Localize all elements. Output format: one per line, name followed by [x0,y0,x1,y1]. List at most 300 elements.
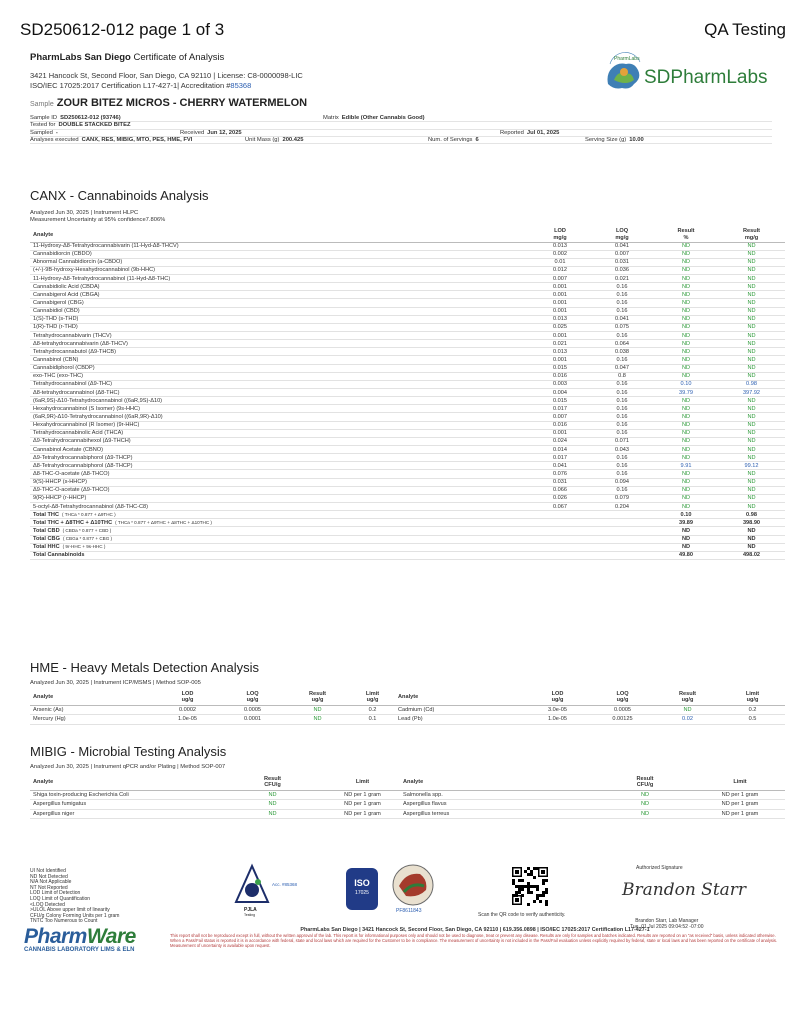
hme-lim2-cell: 0.5 [720,715,785,725]
loq-cell [590,543,654,551]
hme-a1-cell: Mercury (Hg) [30,715,155,725]
total-pct-cell: ND [654,527,718,535]
sample-metadata [30,115,772,144]
pharmware-logo: PharmWare CANNABIS LABORATORY LIMS & ELN [24,925,136,953]
lod-cell: 0.001 [530,332,590,340]
mib-r1-cell: ND [220,800,325,810]
analyte-cell: Δ8-tetrahydrocannabinol (Δ8-THC) [30,389,530,397]
hme-lim2-cell: 0.2 [720,705,785,715]
table-row [30,437,785,445]
table-row [30,413,785,421]
table-row [30,809,785,819]
result-pct-cell: ND [654,340,718,348]
hme-lod1-cell: 1.0e-05 [155,715,220,725]
analyte-cell: Cannabidiol (CBD) [30,307,530,315]
table-row [30,242,785,250]
mib-r2-cell: ND [595,809,695,819]
loq-cell: 0.16 [590,291,654,299]
result-pct-cell: ND [654,315,718,323]
result-mg-cell: ND [718,356,785,364]
loq-cell [590,535,654,543]
table-row [30,291,785,299]
lod-cell [530,519,590,527]
hme-loq1-cell: 0.0005 [220,705,285,715]
result-mg-cell: ND [718,454,785,462]
result-pct-cell: ND [654,454,718,462]
table-row [30,340,785,348]
result-pct-cell: ND [654,429,718,437]
lod-cell: 0.021 [530,340,590,348]
mib-col-analyte: Analyte [30,775,220,790]
loq-cell: 0.16 [590,405,654,413]
mib-l1-cell: ND per 1 gram [325,790,400,800]
result-pct-cell: ND [654,446,718,454]
table-row [30,372,785,380]
pjla-accreditation-logo [232,862,322,917]
heavy-metals-table [30,690,785,725]
mibig-title: MIBIG - Microbial Testing Analysis [30,744,227,759]
loq-cell: 0.16 [590,413,654,421]
hme-col-lod: LOD ug/g [155,690,220,705]
analyte-cell: 5-octyl-Δ8-Tetrahydrocannabinol (Δ8-THC-C8) [30,503,530,511]
mib-l1-cell: ND per 1 gram [325,809,400,819]
result-pct-cell: ND [654,299,718,307]
mib-col-limit-2: Limit [695,775,785,790]
mib-col-result-2: Result CFU/g [595,775,695,790]
loq-cell: 0.16 [590,462,654,470]
total-label-cell: Total CBD ( CBDa * 0.877 + CBD ) [30,527,530,535]
result-pct-cell: ND [654,348,718,356]
result-pct-cell: ND [654,470,718,478]
analyte-cell: exo-THC (exo-THC) [30,372,530,380]
hme-lod1-cell: 0.0002 [155,705,220,715]
result-mg-cell: ND [718,405,785,413]
analyte-cell: Δ8-Tetrahydrocannabiphorol (Δ8-THCP) [30,462,530,470]
loq-cell: 0.021 [590,275,654,283]
col-analyte: Analyte [30,228,530,242]
loq-cell: 0.16 [590,356,654,364]
lod-cell: 0.013 [530,348,590,356]
lod-cell: 0.001 [530,429,590,437]
lod-cell: 0.001 [530,299,590,307]
canx-analyzed: Analyzed Jun 30, 2025 | Instrument HLPC [30,210,139,216]
sample-title [30,97,307,109]
result-pct-cell: ND [654,437,718,445]
reported-field: Reported Jul 01, 2025 [500,129,560,136]
result-mg-cell: ND [718,323,785,331]
canx-subtitle [30,210,165,224]
result-pct-cell: 0.10 [654,380,718,388]
table-row [30,503,785,511]
hme-col-result-2: Result ug/g [655,690,720,705]
result-pct-cell: ND [654,307,718,315]
analyte-cell: Δ9-Tetrahydrocannabihexol (Δ9-THCH) [30,437,530,445]
result-mg-cell: ND [718,486,785,494]
mib-col-limit: Limit [325,775,400,790]
result-pct-cell: ND [654,503,718,511]
loq-cell: 0.047 [590,364,654,372]
total-label-cell: Total HHC ( 9r-HHC + 9s-HHC ) [30,543,530,551]
svg-text:PJLA: PJLA [244,907,257,913]
signer-info: Brandon Starr, Lab Manager Tue, 01 Jul 2025 09:04:52 -07:00 [630,918,704,930]
total-mg-cell: 0.98 [718,511,785,519]
result-mg-cell: ND [718,340,785,348]
table-row [30,258,785,266]
result-pct-cell: ND [654,356,718,364]
result-mg-cell: 99.12 [718,462,785,470]
lod-cell: 0.01 [530,258,590,266]
lod-cell: 0.031 [530,478,590,486]
loq-cell: 0.036 [590,266,654,274]
serving-size-field: Serving Size (g) 10.00 [585,136,644,143]
hme-lim1-cell: 0.1 [350,715,395,725]
svg-text:Acc. #85368: Acc. #85368 [272,882,298,887]
mib-r1-cell: ND [220,790,325,800]
loq-cell: 0.16 [590,397,654,405]
result-mg-cell: ND [718,437,785,445]
total-mg-cell: ND [718,543,785,551]
hme-col-limit-2: Limit ug/g [720,690,785,705]
result-pct-cell: ND [654,332,718,340]
table-row [30,486,785,494]
loq-cell: 0.031 [590,258,654,266]
mib-a1-cell: Aspergillus fumigatus [30,800,220,810]
hme-analyzed: Analyzed Jun 30, 2025 | Instrument ICP/MSMS | Method SOP-005 [30,680,201,686]
loq-cell: 0.16 [590,299,654,307]
table-row [30,348,785,356]
lod-cell: 0.007 [530,275,590,283]
analyte-cell: Tetrahydrocannabivarin (THCV) [30,332,530,340]
authorized-signature-label: Authorized Signature [636,865,683,871]
table-row [30,250,785,258]
lod-cell: 0.076 [530,470,590,478]
table-row [30,405,785,413]
canx-title: CANX - Cannabinoids Analysis [30,188,209,203]
result-mg-cell: ND [718,299,785,307]
result-mg-cell: ND [718,283,785,291]
lod-cell [530,511,590,519]
hme-title: HME - Heavy Metals Detection Analysis [30,660,260,675]
analyses-field: Analyses executed CANX, RES, MIBIG, MTO, PES, HME, FVI [30,136,193,143]
table-row [30,705,785,715]
lod-cell [530,527,590,535]
col-result-mg: Result mg/g [718,228,785,242]
analyte-cell: Δ8-THC-O-acetate (Δ8-THCO) [30,470,530,478]
result-mg-cell: ND [718,494,785,502]
hme-lod2-cell: 1.0e-05 [525,715,590,725]
result-pct-cell: ND [654,486,718,494]
result-pct-cell: ND [654,372,718,380]
hme-res1-cell: ND [285,715,350,725]
table-row [30,462,785,470]
result-mg-cell: ND [718,470,785,478]
lod-cell [530,535,590,543]
total-pct-cell: 0.10 [654,511,718,519]
lod-cell: 0.001 [530,283,590,291]
loq-cell: 0.16 [590,332,654,340]
table-row [30,389,785,397]
analyte-cell: 9(R)-HHCP (r-HHCP) [30,494,530,502]
lod-cell: 0.017 [530,405,590,413]
lod-cell: 0.014 [530,446,590,454]
total-pct-cell: 49.80 [654,551,718,559]
legend-item: LOD Limit of Detection [30,890,81,897]
sampled-field: Sampled - [30,129,58,136]
loq-cell: 0.16 [590,389,654,397]
table-row [30,446,785,454]
analyte-cell: Cannabinol (CBN) [30,356,530,364]
legend-item: UI Not Identified [30,868,66,874]
servings-field: Num. of Servings 6 [428,136,479,143]
svg-text:Testing: Testing [244,913,256,917]
loq-cell: 0.16 [590,454,654,462]
total-mg-cell: ND [718,535,785,543]
mib-a2-cell: Salmonella spp. [400,790,595,800]
legend-item: NT Not Reported [30,884,68,891]
matrix-field: Matrix Edible (Other Cannabis Good) [323,115,425,121]
table-row [30,356,785,364]
legend-item: LOQ Limit of Quantification [30,895,91,902]
total-label-cell: Total THC + Δ8THC + Δ10THC ( THCa * 0.877 + Δ9THC + Δ8THC + Δ10THC ) [30,519,530,527]
lod-cell: 0.066 [530,486,590,494]
result-mg-cell: ND [718,242,785,250]
legend-item: TNTC Too Numerous to Count [30,918,98,925]
loq-cell: 0.16 [590,429,654,437]
verification-qr-code[interactable] [511,866,549,906]
loq-cell: 0.16 [590,307,654,315]
analyte-cell: Tetrahydrocannabinol (Δ9-THC) [30,380,530,388]
sample-label: Sample [30,101,54,108]
lab-address [30,71,303,91]
result-mg-cell: 397.92 [718,389,785,397]
loq-cell: 0.16 [590,380,654,388]
analyte-cell: Hexahydrocannabinol (R Isomer) (9r-HHC) [30,421,530,429]
lod-cell: 0.015 [530,397,590,405]
table-row [30,397,785,405]
accreditation-link[interactable]: 85368 [230,81,252,90]
result-pct-cell: ND [654,250,718,258]
result-pct-cell: ND [654,494,718,502]
result-pct-cell: ND [654,413,718,421]
analyte-cell: Δ9-Tetrahydrocannabiphorol (Δ9-THCP) [30,454,530,462]
svg-text:SDPharmLabs: SDPharmLabs [644,67,768,88]
lod-cell: 0.067 [530,503,590,511]
analyte-cell: Hexahydrocannabinol (S Isomer) (9s-HHC) [30,405,530,413]
lab-contact-line: PharmLabs San Diego | 3421 Hancock St, Second Floor, San Diego, CA 92110 | 619.356.0898 | ISO/IEC 17025:2017 Certification L17-427-1 [300,927,650,933]
mib-l2-cell: ND per 1 gram [695,790,785,800]
analyte-cell: Cannabidiorcin (CBDO) [30,250,530,258]
total-label-cell: Total Cannabinoids [30,551,530,559]
received-field: Received Jun 12, 2025 [180,129,242,136]
mib-a2-cell: Aspergillus terreus [400,809,595,819]
total-label-cell: Total THC ( THCa * 0.877 + Δ9THC ) [30,511,530,519]
result-mg-cell: ND [718,266,785,274]
total-row [30,511,785,519]
mib-col-result: Result CFU/g [220,775,325,790]
result-pct-cell: ND [654,283,718,291]
lod-cell: 0.007 [530,413,590,421]
total-mg-cell: 398.90 [718,519,785,527]
result-mg-cell: ND [718,348,785,356]
table-row [30,332,785,340]
hme-a2-cell: Lead (Pb) [395,715,525,725]
analyte-cell: Tetrahydrocannabinolic Acid (THCA) [30,429,530,437]
result-pct-cell: ND [654,258,718,266]
california-seal-logo [390,862,436,908]
mib-r2-cell: ND [595,790,695,800]
qr-scan-instruction: Scan the QR code to verify authenticity. [478,912,566,918]
loq-cell: 0.064 [590,340,654,348]
mib-r2-cell: ND [595,800,695,810]
mib-a2-cell: Aspergillus flavus [400,800,595,810]
result-pct-cell: 9.91 [654,462,718,470]
loq-cell: 0.16 [590,421,654,429]
lod-cell [530,543,590,551]
loq-cell [590,551,654,559]
hme-res1-cell: ND [285,705,350,715]
lod-cell: 0.026 [530,494,590,502]
total-row [30,527,785,535]
hme-col-analyte: Analyte [30,690,155,705]
unit-mass-field: Unit Mass (g) 200.425 [245,136,304,143]
analyte-cell: Δ8-tetrahydrocannabivarin (Δ8-THCV) [30,340,530,348]
table-row [30,364,785,372]
loq-cell: 0.204 [590,503,654,511]
iso-line: ISO/IEC 17025:2017 Certification L17-427-1| Accreditation #85368 [30,81,252,90]
table-row [30,307,785,315]
mib-a1-cell: Aspergillus niger [30,809,220,819]
pr-number: PF8611843 [396,908,422,914]
analyte-cell: (6aR,9R)-Δ10-Tetrahydrocannabinol ((6aR,9R)-Δ10) [30,413,530,421]
result-mg-cell: ND [718,250,785,258]
legend-item: <LOQ Detected [30,901,65,908]
hme-res2-cell: ND [655,705,720,715]
hme-col-lod-2: LOD ug/g [525,690,590,705]
loq-cell: 0.075 [590,323,654,331]
hme-a1-cell: Arsenic (As) [30,705,155,715]
sdpharmlabs-logo [604,50,779,94]
lod-cell: 0.013 [530,315,590,323]
lod-cell: 0.004 [530,389,590,397]
analyte-cell: (6aR,9S)-Δ10-Tetrahydrocannabinol ((6aR,9S)-Δ10) [30,397,530,405]
table-row [30,299,785,307]
result-pct-cell: ND [654,405,718,413]
hme-res2-cell: 0.02 [655,715,720,725]
lod-cell: 0.015 [530,364,590,372]
loq-cell: 0.16 [590,486,654,494]
lod-cell: 0.001 [530,356,590,364]
table-row [30,454,785,462]
loq-cell: 0.16 [590,470,654,478]
iso-17025-badge: ISO 17025 [346,868,378,910]
result-mg-cell: ND [718,275,785,283]
result-pct-cell: ND [654,478,718,486]
table-row [30,315,785,323]
mib-a1-cell: Shiga toxin-producing Escherichia Coli [30,790,220,800]
analyte-cell: Δ9-THC-O-acetate (Δ9-THCO) [30,486,530,494]
hme-a2-cell: Cadmium (Cd) [395,705,525,715]
loq-cell: 0.079 [590,494,654,502]
lod-cell: 0.012 [530,266,590,274]
analyte-cell: Cannabidiolic Acid (CBDA) [30,283,530,291]
total-mg-cell: ND [718,527,785,535]
sample-name: ZOUR BITEZ MICROS - CHERRY WATERMELON [56,97,308,109]
total-row [30,519,785,527]
mib-l2-cell: ND per 1 gram [695,800,785,810]
sample-id-field: Sample ID SD250612-012 (93746) [30,115,121,121]
loq-cell: 0.16 [590,283,654,291]
col-loq: LOQ mg/g [590,228,654,242]
hme-col-result: Result ug/g [285,690,350,705]
mib-col-analyte-2: Analyte [400,775,595,790]
result-mg-cell: ND [718,291,785,299]
loq-cell: 0.8 [590,372,654,380]
result-pct-cell: ND [654,323,718,331]
result-mg-cell: ND [718,307,785,315]
signature: Brandon Starr [622,880,747,900]
result-mg-cell: ND [718,258,785,266]
analyte-cell: 1(R)-THD (r-THD) [30,323,530,331]
table-row [30,283,785,291]
lod-cell: 0.025 [530,323,590,331]
lod-cell: 0.016 [530,421,590,429]
table-row [30,323,785,331]
total-row [30,535,785,543]
loq-cell: 0.038 [590,348,654,356]
hme-lim1-cell: 0.2 [350,705,395,715]
total-row [30,551,785,559]
result-mg-cell: ND [718,315,785,323]
table-row [30,429,785,437]
analyte-cell: Cannabigerol (CBG) [30,299,530,307]
total-pct-cell: ND [654,543,718,551]
analyte-cell: Abnormal Cannabidiorcin (a-CBDO) [30,258,530,266]
loq-cell: 0.071 [590,437,654,445]
canx-uncertainty: Measurement Uncertainty at 95% confidence7.806% [30,217,166,223]
tested-for-field: Tested for DOUBLE STACKED BITEZ [30,122,131,129]
table-row [30,421,785,429]
document-type: Certificate of Analysis [133,52,225,63]
hme-lod2-cell: 3.0e-05 [525,705,590,715]
loq-cell: 0.043 [590,446,654,454]
result-mg-cell: ND [718,372,785,380]
lod-cell: 0.001 [530,307,590,315]
analyte-cell: Cannabidiphorol (CBDP) [30,364,530,372]
table-row [30,470,785,478]
result-pct-cell: ND [654,266,718,274]
loq-cell [590,519,654,527]
analyte-cell: 11-Hydroxy-Δ8-Tetrahydrocannabinol (11-Hyd-Δ8-THC) [30,275,530,283]
loq-cell: 0.094 [590,478,654,486]
total-mg-cell: 498.02 [718,551,785,559]
hme-col-limit: Limit ug/g [350,690,395,705]
total-pct-cell: 39.89 [654,519,718,527]
loq-cell: 0.007 [590,250,654,258]
hme-col-analyte-2: Analyte [395,690,525,705]
cannabinoids-table [30,228,785,560]
address-line: 3421 Hancock St, Second Floor, San Diego, CA 92110 | License: C8-0000098-LIC [30,71,303,80]
analyte-cell: Cannabigerol Acid (CBGA) [30,291,530,299]
table-row [30,494,785,502]
analyte-cell: 1(S)-THD (s-THD) [30,315,530,323]
mib-r1-cell: ND [220,809,325,819]
result-mg-cell: 0.98 [718,380,785,388]
analyte-cell: 9(S)-HHCP (s-HHCP) [30,478,530,486]
result-pct-cell: ND [654,242,718,250]
total-row [30,543,785,551]
analyte-cell: Tetrahydrocannabutol (Δ9-THCB) [30,348,530,356]
legend-item: ND Not Detected [30,873,68,880]
